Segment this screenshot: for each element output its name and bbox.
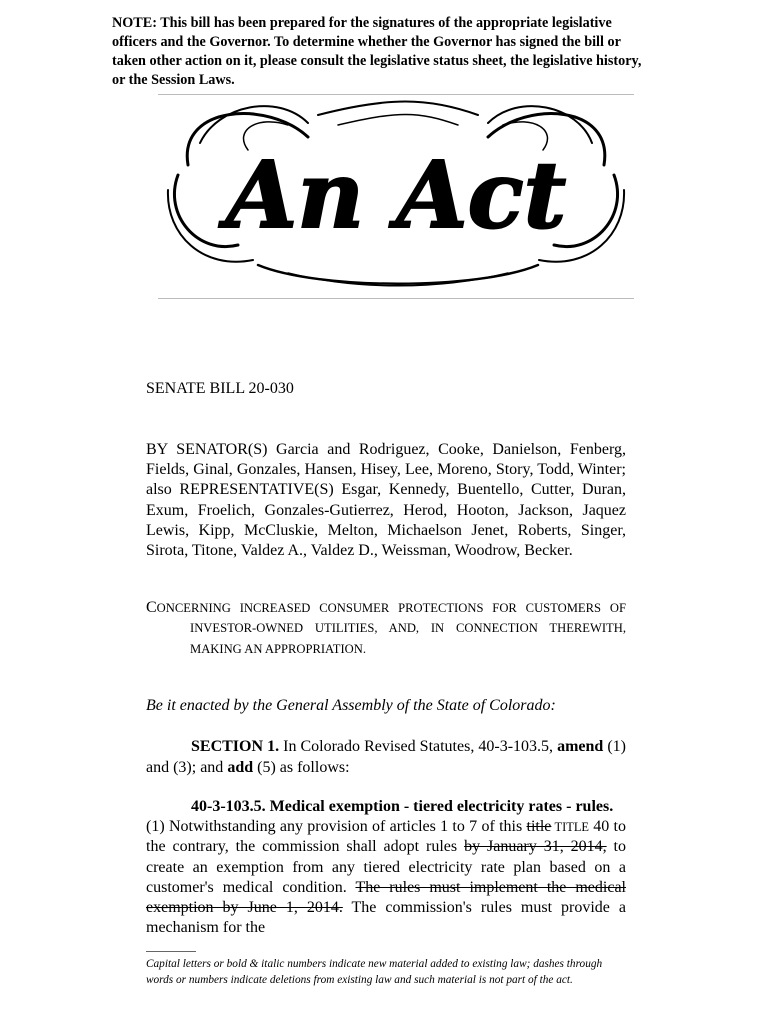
statute-part-1: (1) Notwithstanding any provision of articles 1 to 7 of this — [146, 818, 527, 836]
section-1-text-c: (5) as follows: — [253, 758, 350, 776]
deleted-text-1: title — [526, 818, 552, 836]
an-act-banner — [158, 95, 634, 295]
section-1-amend: amend — [557, 738, 604, 755]
bill-title-line-1-text: ONCERNING INCREASED CONSUMER PROTECTIONS FOR CUSTOMERS OF — [156, 601, 626, 615]
deleted-text-2: by January 31, 2014, — [464, 838, 607, 856]
bill-title-line-2: INVESTOR-OWNED UTILITIES, AND, IN CONNECTION THEREWITH, — [190, 621, 626, 636]
footnote-rule — [146, 951, 196, 952]
bill-title — [146, 598, 626, 659]
section-1 — [146, 737, 626, 778]
statute-part-3: to create an exemption from any tiered electricity rate plan based on a customer's medical condition. — [146, 838, 626, 896]
enacting-clause: Be it enacted by the General Assembly of the State of Colorado: — [146, 697, 556, 714]
deleted-text-3: The rules must implement the medical exemption by June 1, 2014. — [146, 878, 626, 917]
statute-part-4: The commission's rules must provide a mechanism for the — [146, 899, 626, 937]
section-1-label: SECTION 1. — [191, 738, 280, 755]
footnote: Capital letters or bold & italic numbers indicate new material added to existing law; dashes through words or numbers indicate deletions from existing law and such material is not part of the act. — [146, 958, 603, 986]
bill-title-line-1 — [146, 598, 626, 618]
sponsors: BY SENATOR(S) Garcia and Rodriguez, Cooke, Danielson, Fenberg, Fields, Ginal, Gonzales, Hansen, Hisey, Lee, Moreno, Story, Todd, Winter; also REPRESENTATIVE(S) Esgar, Kennedy, Buentello, Cutter, Duran, Exum, Froelich, Gonzales-Gutierrez, Herod, Hooton, Jackson, Jaquez Lewis, Kipp, McCluskie, Melton, Michaelson Jenet, Roberts, Singer, Sirota, Titone, Valdez A., Valdez D., Weissman, Woodrow, Becker. — [146, 441, 626, 560]
bill-title-initial: C — [146, 599, 157, 616]
status-note: NOTE: This bill has been prepared for the signatures of the appropriate legislative officers and the Governor. To determine whether the Governor has signed the bill or taken other action on it, please consult the legislative status sheet, the legislative history, or the Session Laws. — [112, 15, 642, 88]
bill-number: SENATE BILL 20-030 — [146, 380, 294, 397]
bill-title-line-3: MAKING AN APPROPRIATION. — [190, 641, 366, 656]
statute-heading: 40-3-103.5. Medical exemption - tiered electricity rates - rules. — [191, 798, 614, 815]
banner-bottom-rule — [158, 298, 634, 299]
section-1-text-b: (1) and (3); and — [146, 738, 627, 776]
new-text-1: TITLE — [551, 820, 589, 835]
section-1-add: add — [227, 758, 254, 776]
statute-text — [146, 797, 626, 938]
an-act-title: An Act — [225, 141, 567, 249]
statute-part-2: 40 to the contrary, the commission shall adopt rules — [146, 818, 626, 856]
section-1-text-a: In Colorado Revised Statutes, 40-3-103.5, — [279, 738, 558, 755]
